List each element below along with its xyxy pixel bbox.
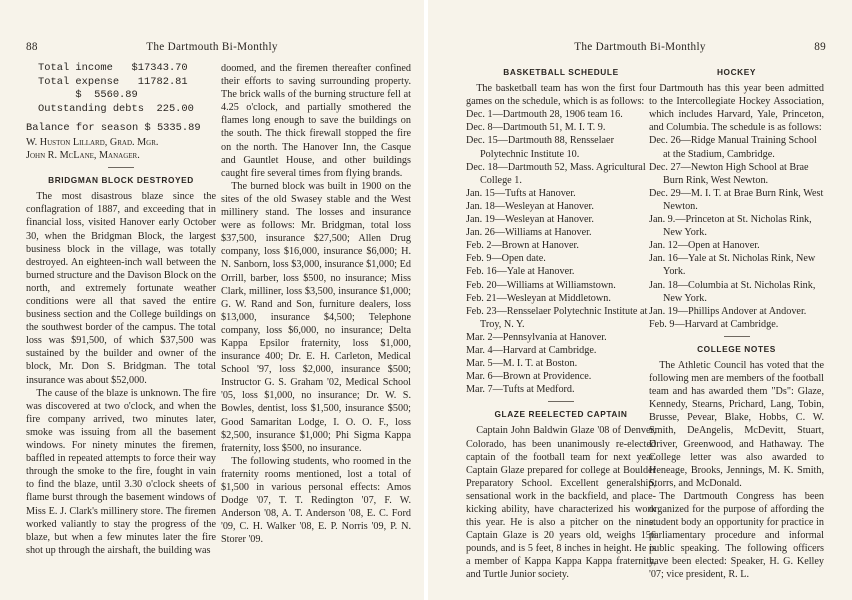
bridgman-paragraph-4: The burned block was built in 1900 on the sites of the old Swasey stable and the West millinery stand. The losses and insurance were as follows: Mr. Bridgman, total loss $37,500, insurance $27,500; Allen Drug company, loss $16,000, insurance $6,000; H. N. Sanborn, loss $3,000, insurance $1,000; Ed Orrill, barber, loss $500, no insurance; Miss Clark, milliner, loss $3,500, insurance $1,000; G. W. Rand and Son, furniture dealers, loss $13,000, insurance $4,500; Telephone company, loss $6,000, no insurance; Delta Kappa Epsilor fraternity, loss $1,000, insurance 400; Dr. E. H. Carleton, Medical School '97, loss $2,000, insurance $500; Instructor G. S. Graham '02, Medical School '05, loss $1,000, no insurance; Dr. W. S. Bowles, dentist, loss $1,500, insurance $500; Good Samaritan Lodge, I. O. O. F., loss $2,500, insurance $1,000; Phi Sigma Kappa fraternity, loss $500, no insurance.	[221, 180, 411, 454]
grad-manager-signature: W. Huston Lillard, Grad. Mgr.	[26, 136, 159, 148]
list-item: Jan. 19—Phillips Andover at Andover.	[649, 305, 807, 317]
list-item: Mar. 6—Brown at Providence.	[466, 371, 592, 383]
list-item: Jan. 16—Yale at St. Nicholas Rink, New York.	[649, 253, 816, 278]
list-item: Mar. 5—M. I. T. at Boston.	[466, 358, 578, 370]
left-column-1	[26, 62, 216, 557]
list-item: Feb. 21—Wesleyan at Middletown.	[466, 292, 611, 304]
college-notes-title: COLLEGE NOTES	[697, 343, 776, 354]
left-page-number: 88	[26, 41, 38, 53]
outstanding-debts: Outstanding debts 225.00	[38, 102, 194, 115]
divider	[108, 167, 134, 168]
list-item: Dec. 8—Dartmouth 51, M. I. T. 9.	[466, 122, 606, 134]
basketball-title: BASKETBALL SCHEDULE	[503, 67, 619, 77]
hockey-schedule-list	[649, 134, 824, 330]
list-item: Mar. 4—Harvard at Cambridge.	[466, 344, 597, 356]
list-item: Jan. 15—Tufts at Hanover.	[466, 187, 576, 199]
list-item: Dec. 29—M. I. T. at Brae Burn Rink, West Newton.	[649, 187, 824, 212]
captain-title: GLAZE REELECTED CAPTAIN	[494, 409, 628, 420]
right-running-head	[454, 41, 826, 55]
list-item: Dec. 27—Newton High School at Brae Burn Rink, West Newton.	[649, 161, 809, 186]
list-item: Feb. 23—Rensselaer Polytechnic Institute at Troy, N. Y.	[466, 305, 648, 330]
right-page	[428, 0, 852, 600]
bridgman-paragraph-3: doomed, and the firemen thereafter confined their efforts to saving surrounding property. The brick walls of the burning structure fell at 4.25 o'clock, and partially smothered the flames long enough to save the buildings on the south. The thick firewall stopped the fire on the north. The Hanover Inn, the Casque and Gauntlet House, and other buildings caught fire several times from flying brands.	[221, 63, 411, 179]
list-item: Jan. 9.—Princeton at St. Nicholas Rink, New York.	[649, 214, 812, 239]
list-item: Feb. 16—Yale at Hanover.	[466, 266, 575, 278]
list-item: Jan. 18—Wesleyan at Hanover.	[466, 200, 594, 212]
list-item: Feb. 20—Williams at Williamstown.	[466, 279, 616, 291]
net-amount: $ 5560.89	[38, 89, 138, 102]
bridgman-paragraph-2: The cause of the blaze is unknown. The fire was discovered at two o'clock, and when the fire company arrived, two minutes later, smoke was issuing from all the basement windows. For ninety minutes the firemen, baffled in repeated attempts to force their way through the smoke to the fire, fought in vain to find the blaze, until 3.30 o'clock sheets of flame burst through the basement windows of Miss E. J. Clark's millinery store. The firemen worked valiantly to stay the progress of the blaze, but when a few minutes later the fire shot up through the airshaft, the building was	[26, 387, 216, 556]
list-item: Dec. 1—Dartmouth 28, 1906 team 16.	[466, 109, 623, 121]
college-notes-paragraph-1: The Athletic Council has voted that the following men are members of the football team and has awarded them "Ds": Glaze, Kennedy, Stearns, Prichard, Lang, Tobin, Brusse, Pevear, Blake, Hobbs, C. W. Smith, DeAngelis, McDevitt, Stuart, Driver, Greenwood, and Hathaway. The College letter was also awarded to Heneage, Brooks, Jennings, M. K. Smith, Storrs, and McDonald.	[649, 359, 824, 489]
college-notes-paragraph-2: The Dartmouth Congress has been organized for the purpose of affording the student body an opportunity for practice in parliamentary procedure and informal public speaking. The following officers have been elected: Speaker, H. G. Kelley '07; vice president, R. L.	[649, 490, 824, 581]
hockey-title: HOCKEY	[716, 67, 757, 77]
list-item: Mar. 2—Pennsylvania at Hanover.	[466, 331, 607, 343]
left-page	[0, 0, 424, 600]
finance-summary	[26, 62, 216, 136]
left-column-2	[221, 62, 411, 546]
left-running-head	[26, 41, 398, 55]
manager-signature: John R. McLane, Manager.	[26, 150, 140, 162]
list-item: Dec. 26—Ridge Manual Training School at the Stadium, Cambridge.	[649, 135, 817, 160]
list-item: Mar. 7—Tufts at Medford.	[466, 384, 575, 396]
total-expense: Total expense 11782.81	[38, 75, 188, 88]
list-item: Dec. 15—Dartmouth 88, Rensselaer Polytechnic Institute 10.	[466, 135, 614, 160]
basketball-schedule-list	[466, 108, 656, 396]
list-item: Feb. 2—Brown at Hanover.	[466, 240, 579, 252]
season-balance: Balance for season $ 5335.89	[26, 122, 201, 135]
right-column-1	[466, 62, 656, 582]
divider	[548, 401, 574, 402]
hockey-intro: Dartmouth has this year been admitted to the Intercollegiate Hockey Association, which includes Harvard, Yale, Princeton, and Columbia. The schedule is as follows:	[649, 83, 824, 134]
left-running-title: The Dartmouth Bi-Monthly	[146, 41, 278, 53]
list-item: Jan. 12—Open at Hanover.	[649, 240, 760, 252]
list-item: Dec. 18—Dartmouth 52, Mass. Agricultural College 1.	[466, 161, 646, 186]
captain-paragraph: Captain John Baldwin Glaze '08 of Denver, Colorado, has been unanimously re-elected captain of the football team for next year. Captain Glaze prepared for college at Boulder Preparatory School. Excellent generalship, sensational work in the backfield, and place-kicking ability, have characterized his work this year. He is also a pitcher on the nine. Captain Glaze is 20 years old, weighs 156 pounds, and is 5 feet, 8 inches in height. He is a member of Kappa Kappa Kappa fraternity, and Turtle Junior society.	[466, 425, 656, 581]
divider	[724, 336, 750, 337]
list-item: Jan. 18—Columbia at St. Nicholas Rink, New York.	[649, 279, 816, 304]
total-income: Total income $17343.70	[38, 62, 188, 74]
bridgman-paragraph-1: The most disastrous blaze since the conflagration of 1887, and exceeding that in financial loss, visited Hanover early October 30, when the Bridgman Block, the largest business block in the village, was totally destroyed. An eighteen-inch wall between the burned structure and the Davison Block on the north, and extremely fortunate weather conditions were all that saved the entire business section and the College buildings on the southwest border of the campus. The total loss was $91,500, of which $37,500 was sustained by the builder and owner of the block, Mr. Don S. Bridgman. The total insurance was about $52,000.	[26, 191, 216, 386]
right-column-2	[649, 62, 824, 582]
right-running-title: The Dartmouth Bi-Monthly	[574, 41, 706, 53]
list-item: Jan. 26—Williams at Hanover.	[466, 227, 592, 239]
list-item: Feb. 9—Harvard at Cambridge.	[649, 318, 779, 330]
right-page-number: 89	[814, 41, 826, 53]
article-title-bridgman: BRIDGMAN BLOCK DESTROYED	[48, 175, 194, 186]
bridgman-paragraph-5: The following students, who roomed in the fraternity rooms mentioned, lost a total of $1,500 in various personal effects: Amos Dodge '07, T. T. Redington '07, F. W. Anderson '08, A. T. Anderson '08, E. C. Ford '09, C. H. Walker '08, E. P. Norris '09, P. N. Storer '09.	[221, 455, 411, 546]
list-item: Jan. 19—Wesleyan at Hanover.	[466, 214, 594, 226]
list-item: Feb. 9—Open date.	[466, 253, 546, 265]
basketball-intro: The basketball team has won the first four games on the schedule, which is as follows:	[466, 83, 656, 108]
